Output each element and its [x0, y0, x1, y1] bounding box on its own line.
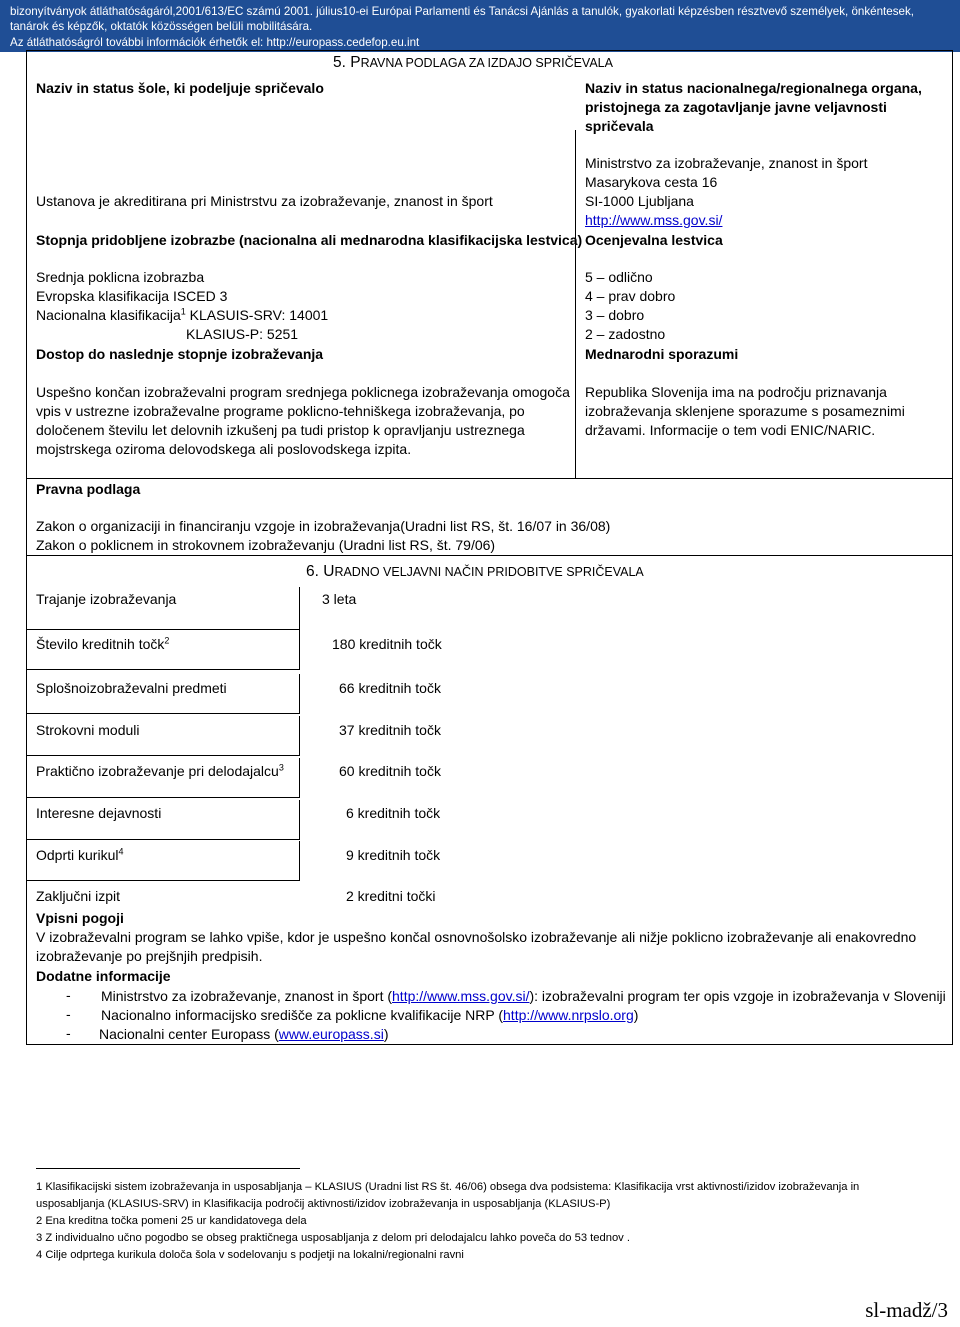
grade-3: 3 – dobro — [585, 307, 645, 323]
row-label: Splošnoizobraževalni predmeti — [36, 680, 227, 696]
authority-heading-1: Naziv in status nacionalnega/regionalnega organa, — [585, 80, 922, 96]
ministry-name: Ministrstvo za izobraževanje, znanost in šport — [585, 155, 868, 171]
level-line-4: KLASIUS-P: 5251 — [186, 326, 299, 342]
grade-2: 2 – zadostno — [585, 326, 666, 342]
agreements-text-2: izobraževanja sklenjene sporazume s posameznimi — [585, 403, 905, 419]
row-label: Interesne dejavnosti — [36, 805, 162, 821]
row-value: 37 kreditnih točk — [339, 722, 441, 738]
mss-link[interactable]: http://www.mss.gov.si/ — [392, 988, 530, 1004]
agreements-heading: Mednarodni sporazumi — [585, 346, 739, 362]
row-label: Zaključni izpit — [36, 888, 121, 904]
column-divider — [575, 130, 576, 478]
section6-title: 6. URADNO VELJAVNI NAČIN PRIDOBITVE SPRIČEVALA — [306, 563, 644, 580]
header-bar — [0, 0, 960, 52]
row-value: 6 kreditnih točk — [346, 805, 441, 821]
row-value: 9 kreditnih točk — [346, 847, 441, 863]
ministry-link[interactable]: http://www.mss.gov.si/ — [585, 212, 723, 228]
level-line-2: Evropska klasifikacija ISCED 3 — [36, 288, 228, 304]
accreditation-text: Ustanova je akreditirana pri Ministrstvu za izobraževanje, znanost in šport — [36, 193, 493, 209]
extra-item-3: Nacionalni center Europass (www.europass.si) — [99, 1026, 389, 1042]
ministry-street: Masarykova cesta 16 — [585, 174, 718, 190]
list-dash: - — [66, 987, 71, 1003]
authority-heading-3: spričevala — [585, 118, 654, 134]
ministry-city: SI-1000 Ljubljana — [585, 193, 694, 209]
level-line-1: Srednja poklicna izobrazba — [36, 269, 205, 285]
europass-link[interactable]: www.europass.si — [278, 1026, 384, 1042]
list-dash: - — [66, 1025, 71, 1041]
access-text-2: vpis v ustrezne izobraževalne programe poklicno-tehniškega izobraževanja, po — [36, 403, 525, 419]
legal-heading: Pravna podlaga — [36, 481, 141, 497]
school-heading: Naziv in status šole, ki podeljuje spričevalo — [36, 80, 324, 96]
divider-section6 — [26, 555, 953, 556]
section5-title: 5. PRAVNA PODLAGA ZA IZDAJO SPRIČEVALA — [333, 54, 613, 71]
footnote-2: 2 Ena kreditna točka pomeni 25 ur kandidatovega dela — [36, 1215, 307, 1227]
row-value: 3 leta — [322, 591, 357, 607]
row-label: Strokovni moduli — [36, 722, 140, 738]
enrol-heading: Vpisni pogoji — [36, 910, 124, 926]
list-dash: - — [66, 1006, 71, 1022]
authority-heading-2: pristojnega za zagotavljanje javne veljavnosti — [585, 99, 887, 115]
grade-5: 5 – odlično — [585, 269, 653, 285]
footnote-1a: 1 Klasifikacijski sistem izobraževanja in usposabljanja – KLASIUS (Uradni list RS št. 46/06) obsega dva podsistema: Klasifikacija vrst aktivnosti/izidov izobraževanja in — [36, 1181, 860, 1193]
extra-item-2: Nacionalno informacijsko središče za poklicne kvalifikacije NRP (http://www.nrpslo.org) — [101, 1007, 639, 1023]
footnote-4: 4 Cilje odprtega kurikula določa šola v sodelovanju s podjetji na lokalni/regionalni ravni — [36, 1249, 464, 1261]
agreements-text-3: državami. Informacije o tem vodi ENIC/NARIC. — [585, 422, 876, 438]
row-label: Trajanje izobraževanja — [36, 591, 177, 607]
level-heading: Stopnja pridobljene izobrazbe (nacionalna ali mednarodna klasifikacijska lestvica) — [36, 232, 583, 248]
grade-4: 4 – prav dobro — [585, 288, 676, 304]
page-number: sl-madž/3 — [865, 1298, 948, 1322]
access-text-3: določenem številu let delovnih izkušenj pa tudi pristop k opravljanju ustreznega — [36, 422, 525, 438]
grading-heading: Ocenjevalna lestvica — [585, 232, 723, 248]
extra-item-1: Ministrstvo za izobraževanje, znanost in šport (http://www.mss.gov.si/): izobraževalni program ter opis vzgoje in izobraževanja v Sloveniji — [101, 988, 946, 1004]
row-value: 66 kreditnih točk — [339, 680, 441, 696]
extra-heading: Dodatne informacije — [36, 968, 171, 984]
divider-legal — [26, 478, 953, 479]
row-label: Praktično izobraževanje pri delodajalcu$^3$ — [36, 762, 284, 779]
row-label: Število kreditnih točk$^2$ — [36, 635, 170, 652]
footnote-3: 3 Z individualno učno pogodbo se obseg praktičnega usposabljanja z delom pri delodajalcu lahko poveča do 53 tednov . — [36, 1232, 630, 1244]
enrol-text-1: V izobraževalni program se lahko vpiše, kdor je uspešno končal osnovnošolsko izobraževanje ali nižje poklicno izobraževanje ali enakovredno — [36, 929, 917, 945]
enrol-text-2: izobraževanje po prejšnjih predpisih. — [36, 948, 263, 964]
row-label: Odprti kurikul$^4$ — [36, 846, 124, 863]
footnote-rule — [36, 1168, 300, 1169]
access-text-1: Uspešno končan izobraževalni program srednjega poklicnega izobraževanja omogoča — [36, 384, 570, 400]
footnote-1b: usposabljanja (KLASIUS-SRV) in Klasifikacija področij aktivnosti/izidov izobraževanja in usposabljanja (KLASIUS-P) — [36, 1198, 611, 1210]
legal-line-2: Zakon o poklicnem in strokovnem izobraževanju (Uradni list RS, št. 79/06) — [36, 537, 496, 553]
nrp-link[interactable]: http://www.nrpslo.org — [503, 1007, 634, 1023]
header-link-text: Az átláthatóságról további információk érhetők el: http://europass.cedefop.eu.int — [10, 36, 420, 49]
legal-line-1: Zakon o organizaciji in financiranju vzgoje in izobraževanja(Uradni list RS, št. 16/07 in 36/08) — [36, 518, 611, 534]
header-text: bizonyítványok átláthatóságáról,2001/613/EC számú 2001. július10-ei Európai Parlamenti és Tanácsi Ajánlás a tanulók, gyakorlati képzésben résztvevő személyek, önkéntesek, tanárok és képzők, oktatók közösségen belüli mobilitására. — [10, 5, 914, 33]
row-value: 60 kreditnih točk — [339, 763, 441, 779]
row-value: 2 kreditni točki — [346, 888, 436, 904]
level-line-3: Nacionalna klasifikacija$^1$ KLASUIS-SRV: 14001 — [36, 306, 329, 323]
row-value: 180 kreditnih točk — [332, 636, 442, 652]
access-text-4: mojstrskega oziroma delovodskega ali poslovodskega izpita. — [36, 441, 412, 457]
access-heading: Dostop do naslednje stopnje izobraževanja — [36, 346, 324, 362]
agreements-text-1: Republika Slovenija ima na področju priznavanja — [585, 384, 887, 400]
